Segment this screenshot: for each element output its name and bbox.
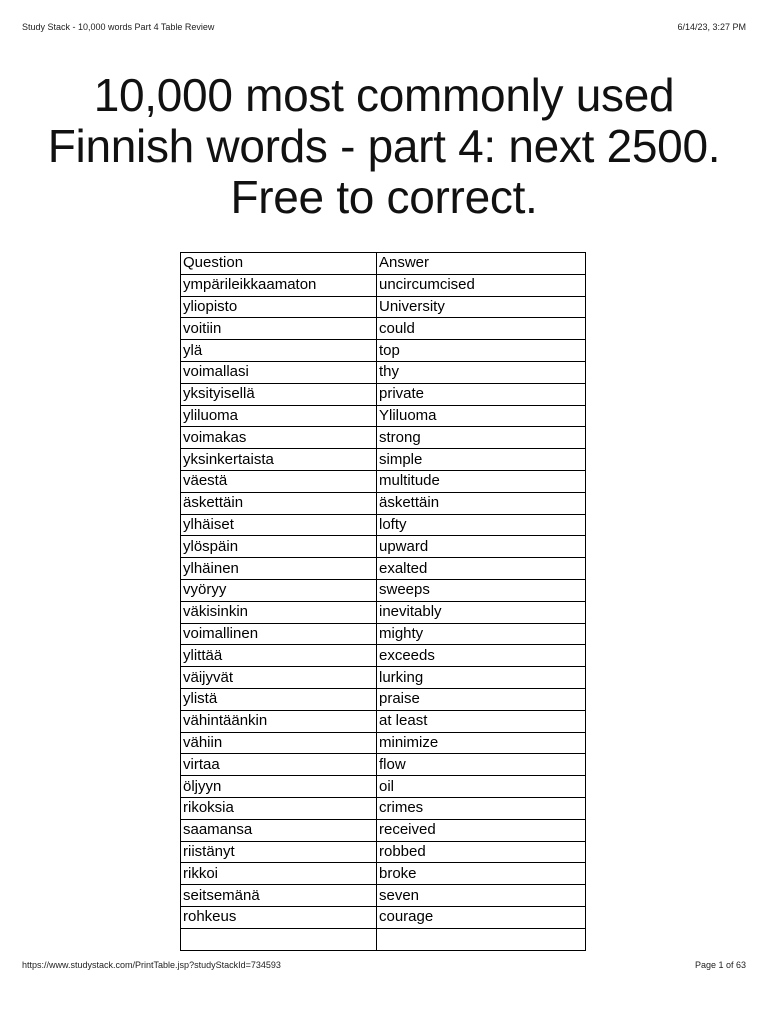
table-row xyxy=(181,492,586,514)
answer-cell: flow xyxy=(377,754,586,776)
question-cell: vyöryy xyxy=(181,579,377,601)
answer-cell: thy xyxy=(377,361,586,383)
table-row xyxy=(181,688,586,710)
answer-cell: courage xyxy=(377,906,586,928)
answer-cell: uncircumcised xyxy=(377,274,586,296)
question-cell: öljyyn xyxy=(181,776,377,798)
print-footer-url: https://www.studystack.com/PrintTable.jsp?studyStackId=734593 xyxy=(22,960,281,970)
question-cell: yliluoma xyxy=(181,405,377,427)
question-cell: ylhäinen xyxy=(181,558,377,580)
table-row xyxy=(181,928,586,950)
print-header-datetime: 6/14/23, 3:27 PM xyxy=(677,22,746,32)
answer-cell: minimize xyxy=(377,732,586,754)
table-row xyxy=(181,405,586,427)
answer-cell: lurking xyxy=(377,667,586,689)
question-cell: rikkoi xyxy=(181,863,377,885)
table-row xyxy=(181,645,586,667)
question-cell: väkisinkin xyxy=(181,601,377,623)
question-cell: vähiin xyxy=(181,732,377,754)
answer-cell: praise xyxy=(377,688,586,710)
table-row xyxy=(181,776,586,798)
question-cell: saamansa xyxy=(181,819,377,841)
page-title-line: Finnish words - part 4: next 2500. xyxy=(47,120,721,172)
answer-cell: oil xyxy=(377,776,586,798)
table-row xyxy=(181,623,586,645)
table-row xyxy=(181,732,586,754)
question-cell: ympärileikkaamaton xyxy=(181,274,377,296)
table-row xyxy=(181,797,586,819)
table-row xyxy=(181,470,586,492)
page-title-line: 10,000 most commonly used xyxy=(93,69,675,121)
question-cell: voimallasi xyxy=(181,361,377,383)
answer-cell: inevitably xyxy=(377,601,586,623)
table-row xyxy=(181,667,586,689)
question-cell: riistänyt xyxy=(181,841,377,863)
table-row xyxy=(181,318,586,340)
question-cell: seitsemänä xyxy=(181,885,377,907)
answer-cell: strong xyxy=(377,427,586,449)
table-row xyxy=(181,906,586,928)
table-row xyxy=(181,383,586,405)
word-table xyxy=(180,252,586,951)
print-header-title: Study Stack - 10,000 words Part 4 Table Review xyxy=(22,22,215,32)
column-header-answer: Answer xyxy=(377,253,586,275)
question-cell: ylhäiset xyxy=(181,514,377,536)
question-cell: voimakas xyxy=(181,427,377,449)
answer-cell: simple xyxy=(377,449,586,471)
answer-cell: mighty xyxy=(377,623,586,645)
question-cell xyxy=(181,928,377,950)
answer-cell: exceeds xyxy=(377,645,586,667)
table-row xyxy=(181,819,586,841)
question-cell: voimallinen xyxy=(181,623,377,645)
answer-cell: received xyxy=(377,819,586,841)
answer-cell: broke xyxy=(377,863,586,885)
answer-cell: exalted xyxy=(377,558,586,580)
table-row xyxy=(181,579,586,601)
answer-cell: at least xyxy=(377,710,586,732)
question-cell: yksinkertaista xyxy=(181,449,377,471)
answer-cell: University xyxy=(377,296,586,318)
page-title xyxy=(0,70,768,223)
answer-cell: private xyxy=(377,383,586,405)
table-row xyxy=(181,274,586,296)
table-row xyxy=(181,427,586,449)
answer-cell: crimes xyxy=(377,797,586,819)
answer-cell: upward xyxy=(377,536,586,558)
word-table-body xyxy=(181,253,586,951)
table-row xyxy=(181,863,586,885)
table-row xyxy=(181,536,586,558)
answer-cell: äskettäin xyxy=(377,492,586,514)
question-cell: voitiin xyxy=(181,318,377,340)
table-row xyxy=(181,754,586,776)
table-row xyxy=(181,361,586,383)
column-header-question: Question xyxy=(181,253,377,275)
answer-cell: sweeps xyxy=(377,579,586,601)
print-footer-page-number: Page 1 of 63 xyxy=(694,960,746,970)
question-cell: virtaa xyxy=(181,754,377,776)
answer-cell: seven xyxy=(377,885,586,907)
table-row xyxy=(181,601,586,623)
question-cell: yksityisellä xyxy=(181,383,377,405)
answer-cell: lofty xyxy=(377,514,586,536)
page-title-line: Free to correct. xyxy=(230,171,538,223)
table-header-row xyxy=(181,253,586,275)
table-row xyxy=(181,449,586,471)
question-cell: ylä xyxy=(181,340,377,362)
question-cell: ylittää xyxy=(181,645,377,667)
answer-cell: top xyxy=(377,340,586,362)
question-cell: yliopisto xyxy=(181,296,377,318)
table-row xyxy=(181,841,586,863)
question-cell: ylöspäin xyxy=(181,536,377,558)
question-cell: väijyvät xyxy=(181,667,377,689)
answer-cell: Yliluoma xyxy=(377,405,586,427)
question-cell: rikoksia xyxy=(181,797,377,819)
print-footer xyxy=(22,960,746,974)
answer-cell xyxy=(377,928,586,950)
table-row xyxy=(181,558,586,580)
table-row xyxy=(181,885,586,907)
question-cell: ylistä xyxy=(181,688,377,710)
answer-cell: robbed xyxy=(377,841,586,863)
table-row xyxy=(181,710,586,732)
table-row xyxy=(181,340,586,362)
table-row xyxy=(181,514,586,536)
question-cell: vähintäänkin xyxy=(181,710,377,732)
question-cell: väestä xyxy=(181,470,377,492)
answer-cell: multitude xyxy=(377,470,586,492)
print-header xyxy=(22,22,746,36)
question-cell: äskettäin xyxy=(181,492,377,514)
table-row xyxy=(181,296,586,318)
question-cell: rohkeus xyxy=(181,906,377,928)
answer-cell: could xyxy=(377,318,586,340)
